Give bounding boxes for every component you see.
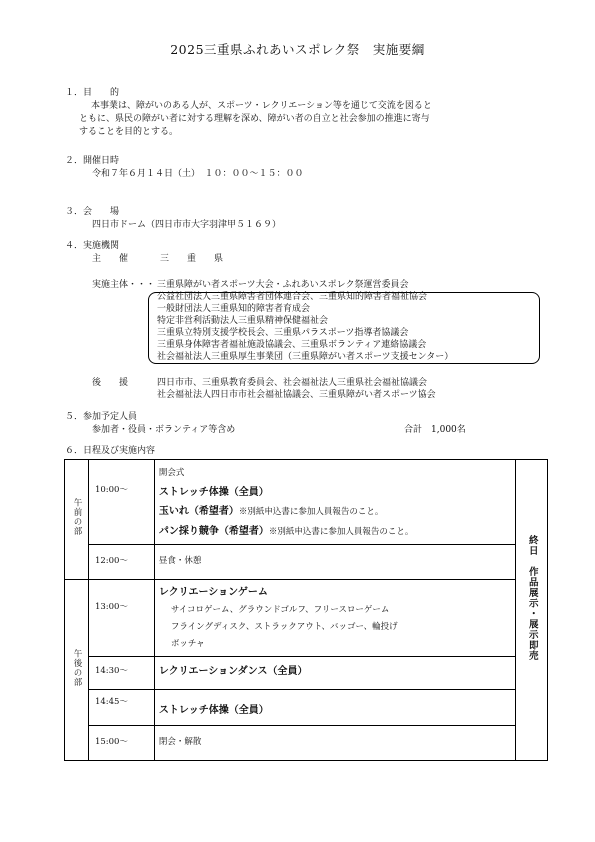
time-1200: 12:00～ — [94, 556, 128, 566]
content-cell — [154, 657, 515, 690]
closing: 閉会・解散 — [158, 737, 202, 747]
pan-note: ※別紙申込書に参加人員報告のこと。 — [268, 527, 414, 537]
support-label: 後 援 — [92, 378, 129, 388]
content-cell — [154, 580, 515, 657]
exec-member-2: 一般財団法人三重県知的障害者育成会 — [157, 304, 311, 314]
time-cell — [88, 657, 154, 690]
time-cell — [88, 726, 154, 761]
time-1500: 15:00～ — [94, 737, 128, 747]
purpose-line-1: 本事業は、障がいのある人が、スポーツ・レクリエーション等を通じて交流を図ると — [91, 101, 432, 111]
am-label: 午前の部 — [72, 498, 82, 537]
content-cell — [154, 690, 515, 726]
host-label: 主 催 — [92, 254, 129, 264]
tamaire-activity: 玉いれ（希望者） — [158, 506, 239, 517]
section-2-heading: ２．開催日時 — [65, 156, 120, 166]
exec-member-4: 三重県立特別支援学校長会、三重県パラスポーツ指導者協議会 — [157, 328, 409, 338]
schedule-row-stretch — [65, 690, 548, 726]
am-cell — [65, 460, 89, 580]
venue: 四日市ドーム（四日市市大字羽津甲５１６９） — [92, 220, 282, 230]
event-datetime: 令和７年６月１４日（土） １０：００～１５：００ — [92, 169, 304, 179]
schedule-row-closing — [65, 726, 548, 761]
time-1300: 13:00～ — [94, 602, 128, 612]
exec-member-3: 特定非営利活動法人三重県精神保健福祉会 — [157, 316, 329, 326]
lunch-break: 昼食・休憩 — [158, 556, 202, 566]
section-6-heading: ６．日程及び実施内容 — [65, 446, 156, 456]
time-cell — [88, 580, 154, 657]
stretch-pm: ストレッチ体操（全員） — [158, 705, 269, 716]
participants-label: 参加者・役員・ボランティア等含め — [92, 425, 236, 435]
rec-game-title: レクリエーションゲーム — [158, 587, 268, 598]
section-3-heading: ３．会 場 — [65, 207, 120, 217]
exec-main: 三重県障がい者スポーツ大会・ふれあいスポレク祭運営委員会 — [157, 280, 409, 290]
rec-game-item-2: フライングディスク、ストラックアウト、バッゴー、輪投げ — [170, 622, 398, 632]
side-cell — [516, 460, 548, 761]
section-5-heading: ５．参加予定人員 — [65, 412, 138, 422]
pm-label: 午後の部 — [72, 648, 82, 687]
support-line-1: 四日市市、三重県教育委員会、社会福祉法人三重県社会福祉協議会 — [157, 378, 428, 388]
pan-activity: パン採り競争（希望者） — [158, 526, 269, 537]
host-value: 三 重 県 — [160, 254, 224, 264]
content-cell — [154, 545, 515, 580]
time-1445: 14:45～ — [94, 697, 128, 707]
exec-member-6: 社会福祉法人三重県厚生事業団（三重県障がい者スポーツ支援センター） — [157, 352, 454, 362]
tamaire-note: ※別紙申込書に参加人員報告のこと。 — [238, 507, 384, 517]
rec-game-item-1: サイコロゲーム、グラウンドゴルフ、フリースローゲーム — [170, 605, 390, 615]
side-label: 終日 作品展示・展示即売 — [526, 535, 538, 661]
opening-ceremony: 開会式 — [158, 468, 185, 478]
stretch-activity: ストレッチ体操（全員） — [158, 487, 269, 498]
time-cell — [88, 545, 154, 580]
section-1-heading: １．目 的 — [65, 88, 120, 98]
schedule-row-dance — [65, 657, 548, 690]
participants-total: 合計 1,000名 — [404, 425, 466, 435]
page-title: 2025三重県ふれあいスポレク祭 実施要綱 — [170, 42, 425, 57]
time-1430: 14:30～ — [94, 666, 128, 676]
rec-dance: レクリエーションダンス（全員） — [158, 666, 308, 677]
schedule-row-opening — [65, 460, 548, 545]
purpose-line-2: ともに、県民の障がい者に対する理解を深め、障がい者の自立と社会参加の推進に寄与 — [79, 114, 430, 124]
schedule-row-rec-game — [65, 580, 548, 657]
exec-member-5: 三重県身体障害者福祉施設協議会、三重県ボランティア連絡協議会 — [157, 340, 427, 350]
pm-cell — [65, 580, 89, 761]
time-cell — [88, 690, 154, 726]
content-cell — [154, 460, 515, 545]
section-4-heading: ４．実施機関 — [65, 241, 120, 251]
exec-label: 実施主体・・・ — [92, 280, 156, 290]
time-cell — [88, 460, 154, 545]
time-1000: 10:00～ — [94, 485, 128, 495]
purpose-line-3: することを目的とする。 — [79, 127, 179, 137]
exec-member-1: 公益社団法人三重県障害者団体連合会、三重県知的障害者福祉協会 — [157, 292, 428, 302]
schedule-row-lunch — [65, 545, 548, 580]
schedule-table — [64, 459, 548, 761]
content-cell — [154, 726, 515, 761]
rec-game-item-3: ボッチャ — [170, 639, 205, 649]
support-line-2: 社会福祉法人四日市市社会福祉協議会、三重県障がい者スポーツ協会 — [157, 390, 436, 400]
